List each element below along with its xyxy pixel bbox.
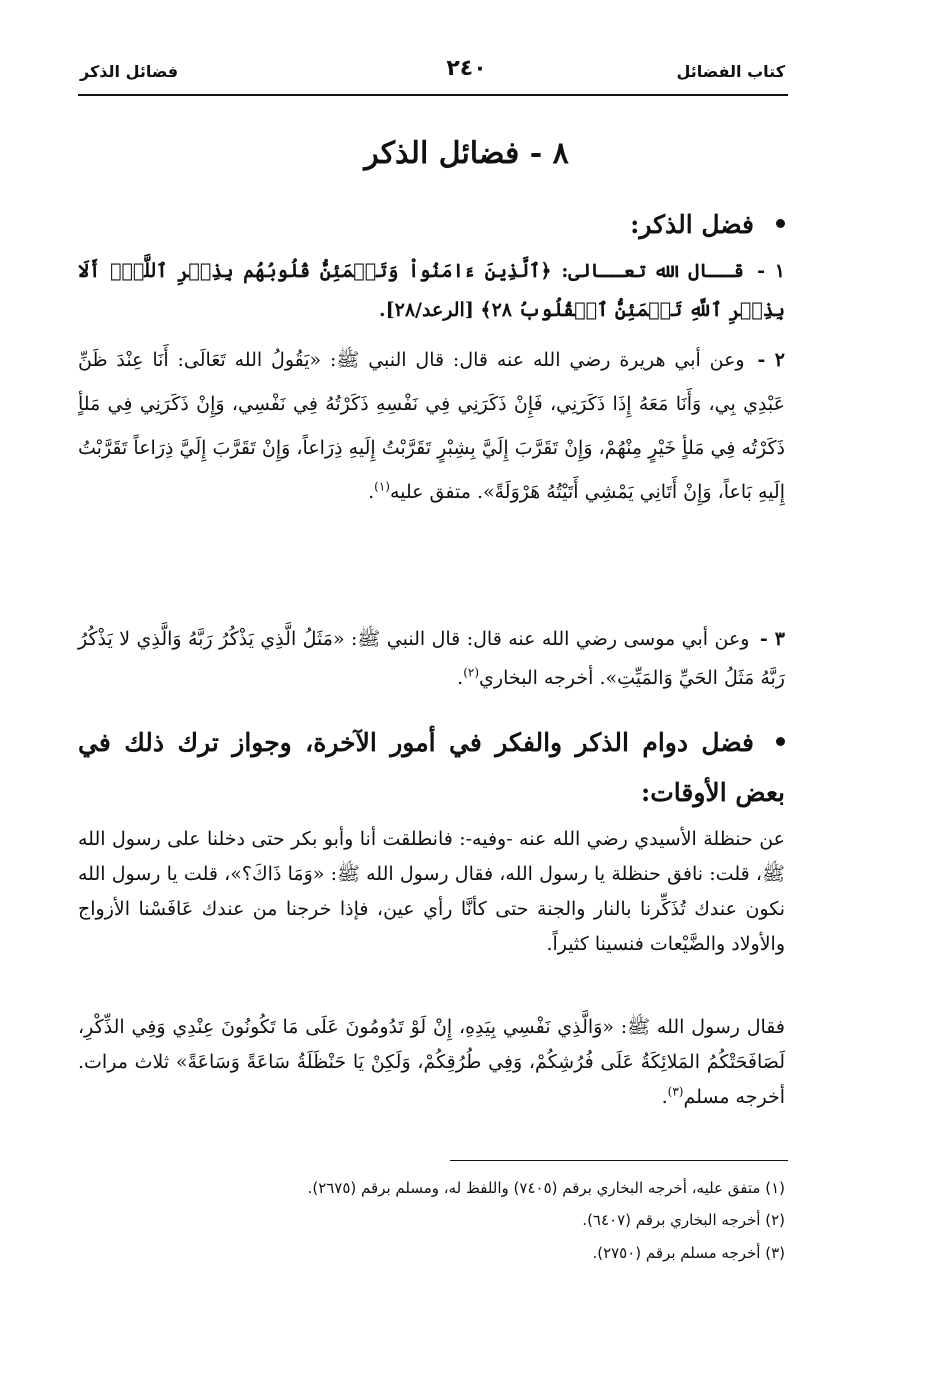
- footnote-reference: (٢): [463, 665, 480, 680]
- footnote-reference: (١): [374, 479, 390, 494]
- footnote-3: (٣) أخرجه مسلم برقم (٢٧٥٠).: [592, 1243, 785, 1262]
- hadith-item-2: [78, 338, 785, 514]
- hadith-text: وعن أبي موسى رضي الله عنه قال: قال النبي ﷺ: «مَثَلُ الَّذِي يَذْكُرُ رَبَّهُ وَالَّذِي لا يَذْكُرُ رَبَّهُ مَثَلُ الحَيِّ وَالمَيِّتِ». أخرجه البخاري: [78, 628, 785, 689]
- quran-verse: قــال الله تعــالى: ﴿ٱلَّذِينَ ءَامَنُواْ وَتَطۡمَئِنُّ قُلُوبُهُم بِذِكۡرِ ٱللَّهِۗ أَلَا بِذِكۡرِ ٱللَّهِ تَطۡمَئِنُّ ٱلۡقُلُوبُ ٢٨﴾ [الرعد/٢٨].: [78, 260, 785, 321]
- section-heading-text: فضل الذكر:: [630, 210, 754, 239]
- running-header-chapter-title: فضائل الذكر: [80, 62, 179, 81]
- footnote-rule: [450, 1160, 788, 1161]
- sentence-end: .: [368, 481, 375, 504]
- section-heading-2: [78, 718, 785, 818]
- paragraph-text: عن حنظلة الأسيدي رضي الله عنه -وفيه-: فانطلقت أنا وأبو بكر حتى دخلنا على رسول الله ﷺ، قلت: نافق حنظلة يا رسول الله، فقال رسول الله ﷺ: «وَمَا ذَاكَ؟»، قلت يا رسول الله نكون عندك تُذَكِّرنا بالنار والجنة حتى كأنَّا رأي عين، فإذا خرجنا من عندك عَافَسْنا الأزواج والأولاد والضَّيْعات فنسينا كثيراً.: [78, 828, 785, 956]
- footnote-2: (٢) أخرجه البخاري برقم (٦٤٠٧).: [582, 1211, 785, 1230]
- footnotes: [78, 1172, 785, 1269]
- sentence-end: .: [457, 666, 464, 689]
- page-number: ٢٤٠: [446, 56, 487, 81]
- sentence-end: .: [661, 1086, 668, 1109]
- item-number: ٢ -: [757, 349, 785, 371]
- footnote-reference: (٣): [667, 1084, 684, 1099]
- item-number: ١ -: [757, 260, 785, 282]
- chapter-title: ٨ - فضائل الذكر: [364, 136, 569, 171]
- header-rule: [78, 94, 788, 96]
- section-heading-1: [78, 200, 785, 250]
- paragraph-text: فقال رسول الله ﷺ: «وَالَّذِي نَفْسِي بِيَدِهِ، إِنْ لَوْ تَدُومُونَ عَلَى مَا تَكُونُونَ عِنْدِي وَفِي الذِّكْرِ، لَصَافَحَتْكُمُ المَلائِكَةُ عَلَى فُرُشِكُمْ، وَفِي طُرُقِكُمْ، وَلَكِنْ يَا حَنْظَلَةُ سَاعَةً وَسَاعَةً» ثلاث مرات. أخرجه مسلم: [78, 1016, 785, 1109]
- item-number: ٣ -: [759, 628, 785, 650]
- narration-paragraph-1: [78, 822, 785, 963]
- footnote-1: (١) متفق عليه، أخرجه البخاري برقم (٧٤٠٥) واللفظ له، ومسلم برقم (٢٦٧٥).: [307, 1179, 785, 1197]
- narration-paragraph-2: [78, 1010, 785, 1115]
- hadith-item-3: [78, 620, 785, 698]
- section-heading-text: فضل دوام الذكر والفكر في أمور الآخرة، وجواز ترك ذلك في بعض الأوقات:: [78, 728, 785, 807]
- bullet-icon: [776, 737, 785, 746]
- hadith-text: وعن أبي هريرة رضي الله عنه قال: قال النبي ﷺ: «يَقُولُ الله تَعَالَى: أَنَا عِنْدَ ظَنِّ عَبْدِي بِي، وَأَنَا مَعَهُ إِذَا ذَكَرَنِي، فَإِنْ ذَكَرَنِي فِي نَفْسِهِ ذَكَرْتُهُ فِي نَفْسِي، وَإِنْ ذَكَرَنِي فِي مَلأٍ ذَكَرْتُه فِي مَلأٍ خَيْرٍ مِنْهُمْ، وَإِنْ تَقَرَّبَ إِلَيَّ بِشِبْرٍ تَقَرَّبْتُ إِلَيهِ ذِرَاعاً، وَإِنْ تَقَرَّبَ إِلَيَّ ذِرَاعاً تَقَرَّبْتُ إِلَيهِ بَاعاً، وَإِنْ أَتَانِي يَمْشِي أَتَيْتُهُ هَرْوَلَةً». متفق عليه: [78, 349, 785, 504]
- hadith-item-1: [78, 252, 785, 330]
- bullet-icon: [776, 219, 785, 228]
- running-header-book-title: كتاب الفضائل: [676, 62, 785, 81]
